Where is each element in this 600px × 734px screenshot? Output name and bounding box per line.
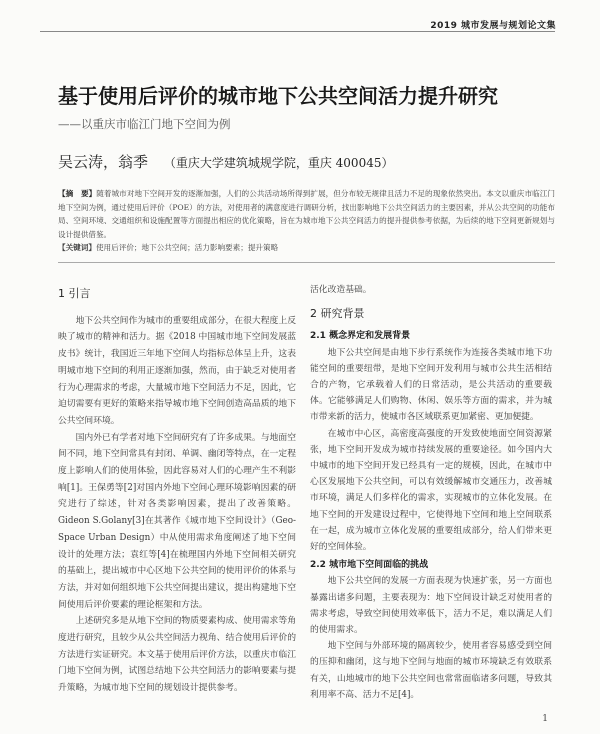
journal-header: 2019 城市发展与规划论文集 [430, 21, 556, 31]
paragraph: 地下空间与外部环境的隔离较少，使用者容易感受到空间的压抑和幽闭，这与地下空间与地面的城市环境缺乏有效联系有关，山地城市的地下公共空间也常常面临诸多问题，导致其利用率不高、活力不足[4]。 [310, 641, 552, 700]
section-heading-background: 2 研究背景 [310, 307, 365, 321]
page-number: 1 [542, 714, 548, 724]
author-names: 吴云涛，翁季 [58, 153, 149, 171]
author-affiliation: （重庆大学建筑城规学院，重庆 400045） [163, 156, 394, 170]
paper-subtitle: ——以重庆市临江门地下空间为例 [58, 117, 231, 131]
right-column [310, 282, 552, 703]
abstract [58, 187, 555, 241]
keywords-label: 【关键词】 [58, 243, 96, 252]
paragraph: 国内外已有学者对地下空间研究有了许多成果。与地面空间不同，地下空间常具有封闭、单调、幽闭等特点，在一定程度上影响人们的使用体验，因此容易对人们的心理产生不利影响[1]。王保勇等[2]对国内外地下空间心理环境影响因素的研究进行了综述，针对各类影响因素，提出了改善策略。Gideon S.Golany[3]在其著作《城市地下空间设计》（Geo-Space Urban Design）中从使用需求角度阐述了地下空间设计的处理方法；袁红等[4]在梳理国内外地下空间相关研究的基础上，提出城市中心区地下公共空间的使用评价的体系与方法，并对如何组织地下公共空间提出建议，提出构建地下空间使用后评价要素的理论框架和方法。 [58, 432, 296, 610]
paragraph: 在城市中心区，高密度高强度的开发致使地面空间资源紧张，地下空间开发成为城市持续发展的重要途径。如今国内大中城市的地下空间开发已经具有一定的规模，因此，在城市中心区发展地下公共空间，可以有效缓解城市交通压力，改善城市环境，满足人们多样化的需求，实现城市的立体化发展。在地下空间的开发建设过程中，它使得地下空间和地上空间联系在一起，成为城市立体化发展的重要组成部分，给人们带来更好的空间体验。 [310, 428, 552, 553]
abstract-text: 随着城市对地下空间开发的逐渐加强，人们的公共活动场所得到扩展，但分布较无规律且活力不足的现象依然突出。本文以重庆市临江门地下空间为例，通过使用后评价（POE）的方法，对使用者的满意度进行调研分析，找出影响地下公共空间活力的主要因素，并从公共空间的功能布局、空间环境、交通组织和设施配置等方面提出相应的优化策略，旨在为城市地下公共空间活力的提升提供参考依据，为后续的地下空间更新规划与设计提供借鉴。 [58, 189, 555, 239]
paper-title: 基于使用后评价的城市地下公共空间活力提升研究 [58, 84, 498, 108]
left-column [58, 286, 296, 697]
subsection-heading-challenges: 2.2 城市地下空间面临的挑战 [310, 560, 429, 571]
paragraph: 地下公共空间的发展一方面表现为快速扩张，另一方面也暴露出诸多问题，主要表现为：地下空间设计缺乏对使用者的需求考虑，导致空间使用效率低下，活力不足，难以满足人们的使用需求。 [310, 576, 552, 636]
paragraph: 地下公共空间是由地下步行系统作为连接各类城市地下功能空间的重要纽带，是地下空间开发利用与城市公共生活相结合的产物，它承载着人们的日常活动，是公共活动的重要载体。它能够满足人们购物、休闲、娱乐等方面的需求，并为城市带来新的活力，使城市各区域联系更加紧密、更加便捷。 [310, 347, 552, 423]
paragraph-continuation: 活化改造基础。 [310, 285, 372, 295]
keywords [58, 241, 555, 254]
abstract-label: 【摘 要】 [58, 189, 97, 198]
paragraph: 地下公共空间作为城市的重要组成部分，在很大程度上反映了城市的精神和活力。据《2018 中国城市地下空间发展蓝皮书》统计，我国近三年地下空间人均指标总体呈上升，这表明城市地下空间的利用正逐渐加强，然而，由于缺乏对使用者行为心理需求的考虑，大量城市地下空间活力不足，因此，它迫切需要有更好的策略来指导城市地下空间创造高品质的地下公共空间环境。 [58, 315, 296, 426]
author-line [58, 151, 393, 172]
section-heading-introduction: 1 引言 [58, 287, 91, 300]
abstract-divider [58, 262, 555, 263]
paragraph: 上述研究多是从地下空间的物质要素构成、使用需求等角度进行研究，且较少从公共空间活力视角、结合使用后评价的方法进行实证研究。本文基于使用后评价方法，以重庆市临江门地下空间为例，试图总结地下公共空间活力的影响要素与提升策略，为城市地下空间的规划设计提供参考。 [58, 616, 296, 694]
keywords-text: 使用后评价；地下公共空间；活力影响要素；提升策略 [95, 243, 279, 252]
subsection-heading-concept: 2.1 概念界定和发展背景 [310, 331, 411, 342]
header-rule [40, 31, 555, 32]
